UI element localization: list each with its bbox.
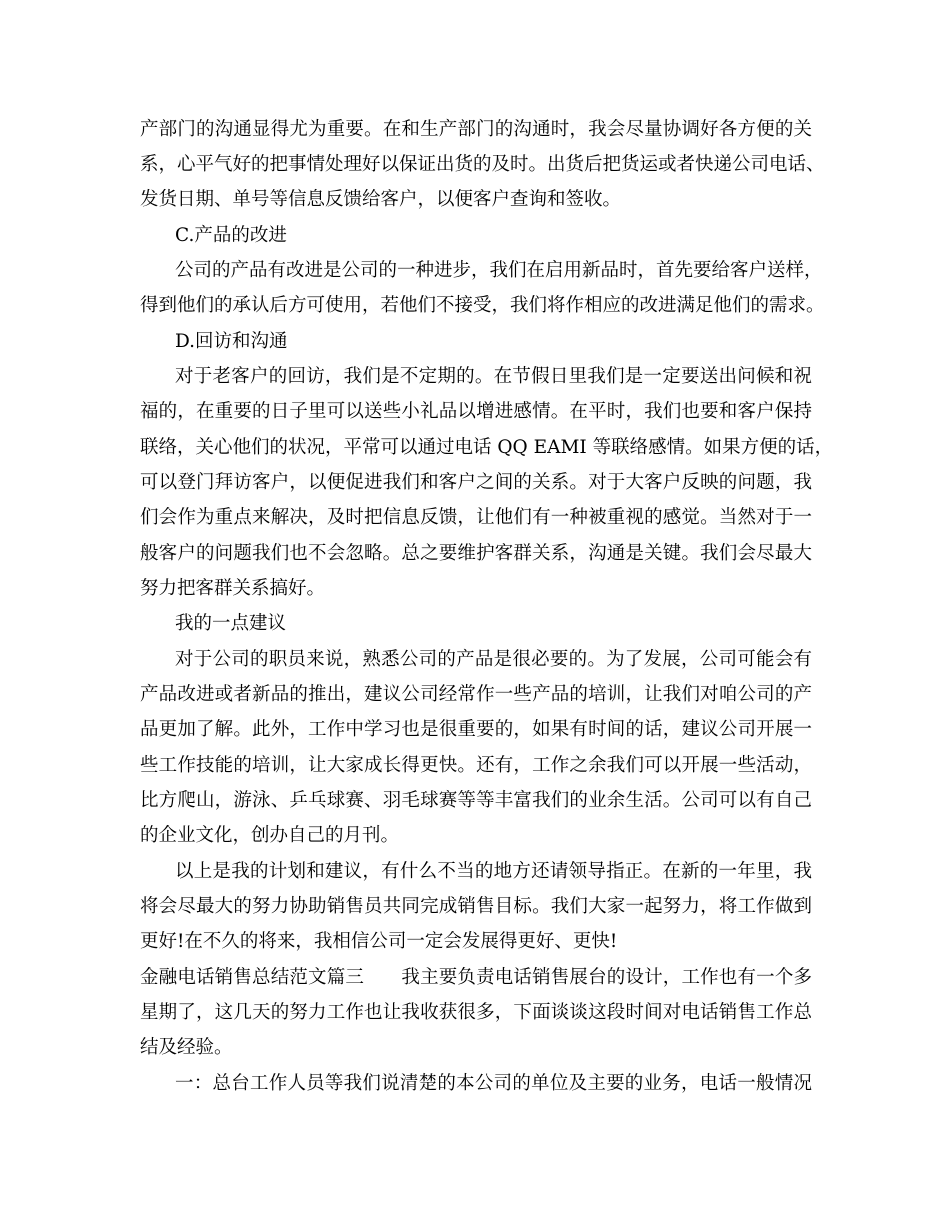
text-line: 得到他们的承认后方可使用，若他们不接受，我们将作相应的改进满足他们的需求。: [140, 295, 825, 316]
text-line: 将会尽最大的努力协助销售员共同完成销售目标。我们大家一起努力，将工作做到: [140, 896, 812, 917]
text-line: 更好!在不久的将来，我相信公司一定会发展得更好、更快!: [140, 931, 618, 952]
text-line: 品更加了解。此外，工作中学习也是很重要的，如果有时间的话，建议公司开展一: [140, 719, 812, 740]
text-line: 公司的产品有改进是公司的一种进步，我们在启用新品时，首先要给客户送样，: [175, 260, 823, 281]
text-line: 可以登门拜访客户，以便促进我们和客户之间的关系。对于大客户反映的问题，我: [140, 472, 812, 493]
text-line: 们会作为重点来解决，及时把信息反馈，让他们有一种被重视的感觉。当然对于一: [140, 507, 812, 528]
section-heading: D.回访和沟通: [175, 331, 288, 352]
text-line: 金融电话销售总结范文篇三 我主要负责电话销售展台的设计，工作也有一个多: [140, 967, 812, 988]
text-line: 星期了，这几天的努力工作也让我收获很多，下面谈谈这段时间对电话销售工作总: [140, 1002, 812, 1023]
text-line: 些工作技能的培训，让大家成长得更快。还有，工作之余我们可以开展一些活动，: [140, 755, 812, 776]
text-line: 对于公司的职员来说，熟悉公司的产品是很必要的。为了发展，公司可能会有: [175, 649, 812, 670]
text-line: 产部门的沟通显得尤为重要。在和生产部门的沟通时，我会尽量协调好各方便的关: [140, 119, 812, 140]
text-line: 发货日期、单号等信息反馈给客户，以便客户查询和签收。: [140, 189, 622, 210]
text-line: 努力把客群关系搞好。: [140, 578, 326, 599]
text-line: 产品改进或者新品的推出，建议公司经常作一些产品的培训，让我们对咱公司的产: [140, 684, 812, 705]
section-heading: 我的一点建议: [175, 613, 287, 634]
text-line: 比方爬山，游泳、乒乓球赛、羽毛球赛等等丰富我们的业余生活。公司可以有自己: [140, 790, 812, 811]
text-line: 般客户的问题我们也不会忽略。总之要维护客群关系，沟通是关键。我们会尽最大: [140, 543, 812, 564]
text-line: 的企业文化，创办自己的月刊。: [140, 825, 400, 846]
text-line: 以上是我的计划和建议，有什么不当的地方还请领导指正。在新的一年里，我: [175, 861, 812, 882]
text-line: 联络，关心他们的状况，平常可以通过电话 QQ EAMI 等联络感情。如果方便的话，: [140, 437, 834, 458]
text-line: 对于老客户的回访，我们是不定期的。在节假日里我们是一定要送出问候和祝: [175, 366, 812, 387]
text-line: 一：总台工作人员等我们说清楚的本公司的单位及主要的业务，电话一般情况: [175, 1073, 812, 1094]
text-line: 系，心平气好的把事情处理好以保证出货的及时。出货后把货运或者快递公司电话、: [140, 154, 825, 175]
text-line: 结及经验。: [140, 1037, 233, 1058]
section-heading: C.产品的改进: [175, 225, 287, 246]
text-line: 福的，在重要的日子里可以送些小礼品以增进感情。在平时，我们也要和客户保持: [140, 401, 812, 422]
